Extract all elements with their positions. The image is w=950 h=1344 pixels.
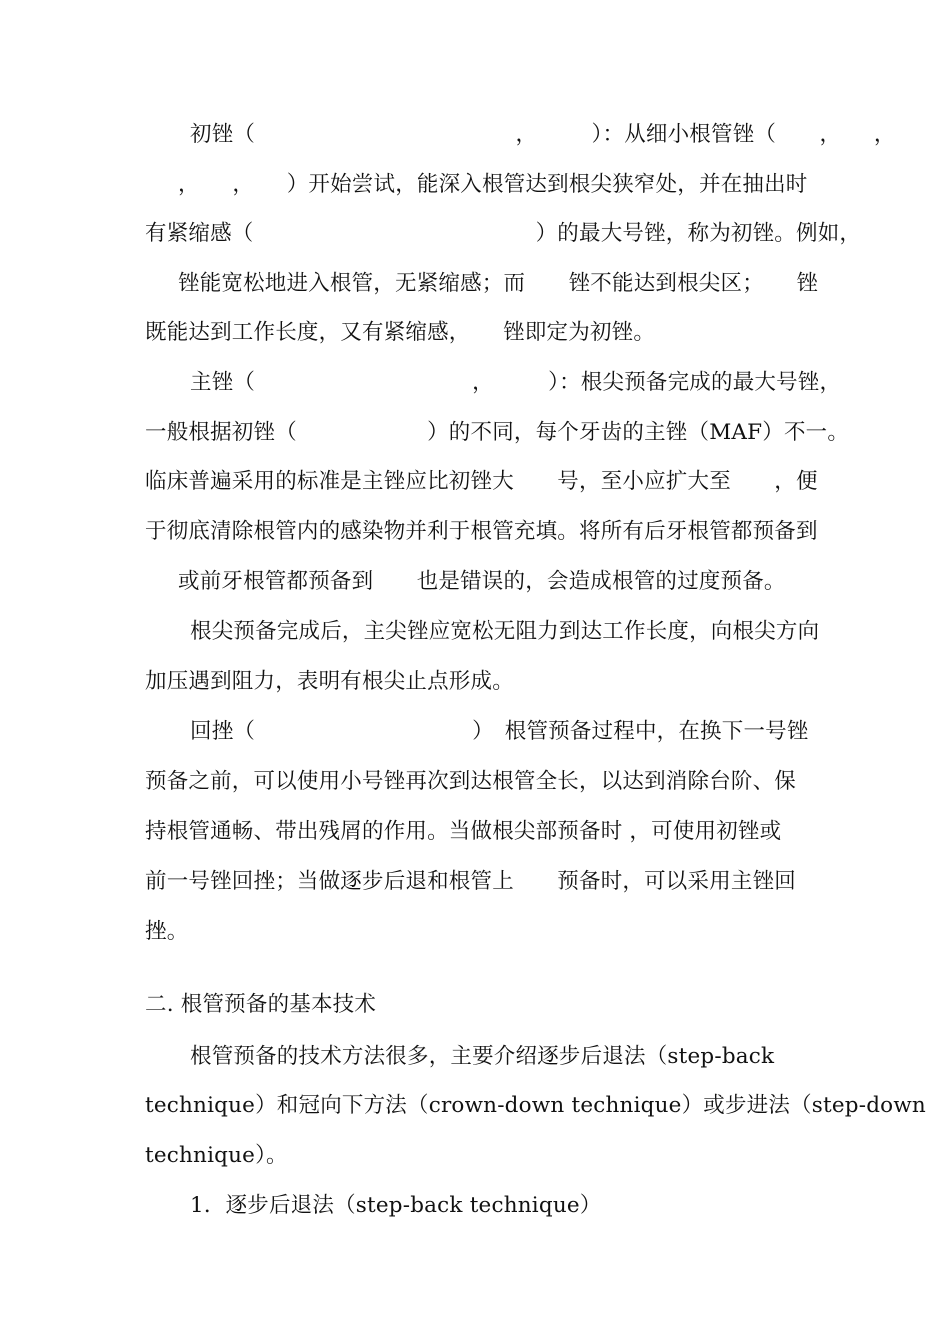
text-line: 持根管通畅、带出残屑的作用。当做根尖部预备时 ，可使用初锉或	[145, 819, 782, 844]
text-line: technique）。	[145, 1143, 288, 1168]
text-line: ， ， ）开始尝试，能深入根管达到根尖狭窄处，并在抽出时	[178, 172, 808, 197]
section-heading: 二. 根管预备的基本技术	[145, 992, 377, 1017]
text-line: 既能达到工作长度，又有紧缩感， 锉即定为初锉。	[145, 320, 656, 345]
text-line: 临床普遍采用的标准是主锉应比初锉大 号，至小应扩大至 ，便	[145, 469, 818, 494]
text-line: 初锉（ ， ）：从细小根管锉（ ， ，	[190, 122, 896, 147]
text-line: 预备之前，可以使用小号锉再次到达根管全长，以达到消除台阶、保	[145, 769, 797, 794]
text-line: 挫。	[145, 919, 189, 944]
text-line: technique）和冠向下方法（crown-down technique）或步进法（step-down	[145, 1093, 926, 1118]
text-line: 根尖预备完成后，主尖锉应宽松无阻力到达工作长度，向根尖方向	[190, 619, 820, 644]
text-line: 有紧缩感（ ）的最大号锉，称为初锉。例如，	[145, 221, 862, 246]
text-line: 锉能宽松地进入根管，无紧缩感；而 锉不能达到根尖区； 锉	[178, 271, 819, 296]
text-line: 回挫（ ） 根管预备过程中，在换下一号锉	[190, 719, 809, 744]
subsection-heading: 1．逐步后退法（step-back technique）	[190, 1193, 602, 1218]
text-line: 加压遇到阻力，表明有根尖止点形成。	[145, 669, 514, 694]
text-line: 一般根据初锉（ ）的不同，每个牙齿的主锉（MAF）不一。	[145, 420, 850, 445]
text-line: 前一号锉回挫；当做逐步后退和根管上 预备时，可以采用主锉回	[145, 869, 797, 894]
text-line: 于彻底清除根管内的感染物并利于根管充填。将所有后牙根管都预备到	[145, 519, 818, 544]
text-line: 或前牙根管都预备到 也是错误的，会造成根管的过度预备。	[178, 569, 786, 594]
text-line: 主锉（ ， ）：根尖预备完成的最大号锉，	[190, 370, 842, 395]
text-line: 根管预备的技术方法很多，主要介绍逐步后退法（step-back	[190, 1044, 775, 1069]
